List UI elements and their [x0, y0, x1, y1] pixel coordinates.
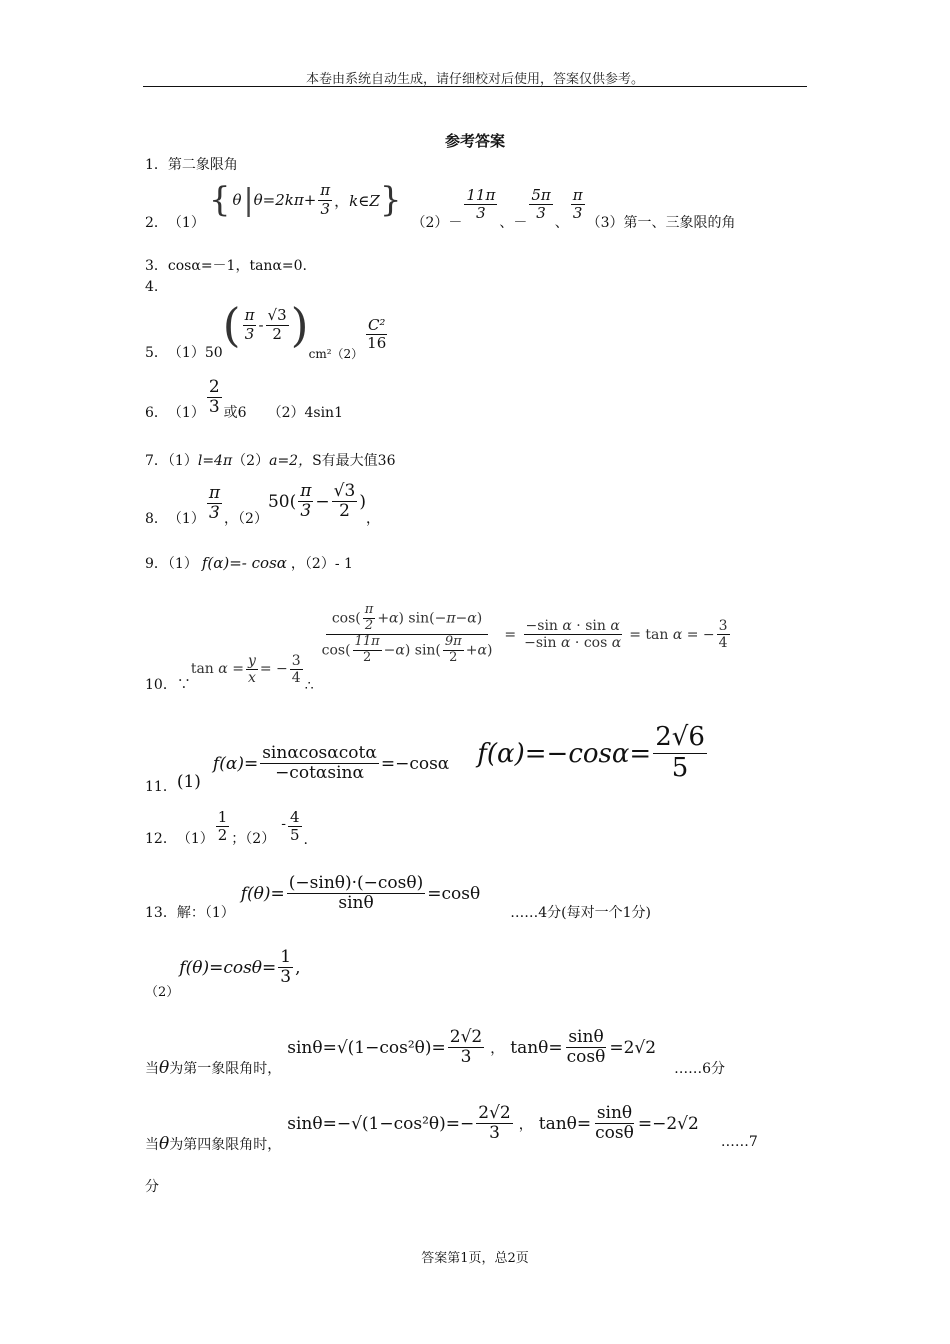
q3: 3．cosα=－1，tanα=0. [145, 258, 307, 274]
q5-unit: cm²（2） [308, 347, 364, 361]
q9-formula: f(α)=- cosα [201, 554, 287, 572]
page-header-note: 本卷由系统自动生成，请仔细校对后使用，答案仅供参考。 [305, 72, 644, 87]
q8-p2: ，（2） [224, 511, 268, 527]
q11-formula: f(α)= $\frac{\sin\alpha\cos\alpha\cot\alpha}{-\cot\alpha\sin\alpha}$ =−cosα [212, 742, 450, 784]
q11-number: 11． [145, 779, 177, 795]
q5-number: 5． [145, 345, 168, 361]
q13-case1 [145, 1020, 725, 1080]
q1-answer: 第二象限角 [167, 157, 238, 173]
set-frac: $\frac{\pi}{3}$ [320, 181, 331, 218]
case2-text: 为第四象限角时， [169, 1137, 282, 1153]
q8-ans2: 50( $\frac{\pi}{3}$ − $\frac{√3}{2}$ ) [267, 480, 366, 522]
page-title: 参考答案 [444, 132, 505, 150]
q2-set-expression [209, 180, 402, 220]
q7-number: 7． [145, 453, 168, 469]
q5 [145, 298, 390, 364]
q7-p2: （2） [232, 453, 270, 469]
q13-part2 [145, 944, 301, 1000]
q2-sep2: 、 [554, 215, 569, 231]
case1-sin: sinθ=√(1−cos²θ)= $\frac{2√2}{3}$ ， [287, 1026, 505, 1068]
q1 [145, 154, 238, 174]
q13-p2-formula: f(θ)=cosθ= $\frac{1}{3}$ , [179, 946, 301, 988]
q5-part1: （1）50 [167, 345, 223, 361]
q11 [145, 722, 709, 798]
q10-number: 10．∵ [145, 677, 191, 693]
q9-number: 9． [145, 556, 168, 572]
q2-ans-a: $\frac{11\pi}{3}$ [466, 185, 496, 222]
q6-part1: （1） [167, 405, 205, 421]
q10 [145, 602, 732, 696]
case1-tan: tanθ= $\frac{\sin\theta}{\cos\theta}$ =2√2 [510, 1026, 657, 1068]
set-domain: ，k∈Z [334, 191, 380, 210]
q2 [145, 178, 736, 234]
q13-score3: ……7 [720, 1134, 758, 1150]
q13-score2: ……6分 [674, 1061, 726, 1077]
q8 [145, 478, 380, 530]
q10-therefore: ∴ [304, 678, 314, 694]
q12-mid: ；（2） [231, 831, 276, 847]
q10-derivation: cos( $\frac{\pi}{2}$ +α) sin(−π−α) cos( $\frac{11\pi}{2}$ −α) sin( $\frac{9\pi}{2}$ +α) = $\frac{\text{−sin α · sin α}}{\text{−sin α · cos α}}$ = tan α = − $\frac{3}{4}$ [321, 602, 728, 666]
q11-label: (1) [176, 772, 201, 792]
q4: 4. [145, 279, 159, 295]
q13-part1 [145, 868, 651, 924]
left-brace: { [208, 180, 231, 220]
q13-formula: f(θ)= $\frac{(-\sin\theta)\cdot(-\cos\theta)}{\sin\theta}$ =cosθ [240, 872, 481, 914]
q2-part3: （3）第一、三象限的角 [586, 215, 736, 231]
right-brace: } [379, 180, 402, 220]
q6-number: 6． [145, 405, 168, 421]
case2-dang: 当 [145, 1137, 159, 1153]
q1-number: 1． [145, 157, 168, 173]
case1-text: 为第一象限角时， [169, 1061, 282, 1077]
q5-ans2: $\frac{\text{C²}}{16}$ [367, 315, 387, 352]
q13-p2-label: （2） [145, 985, 180, 1000]
q5-bracket-expr: ( $\frac{\pi}{3}$ - $\frac{√3}{2}$ ) [222, 298, 309, 352]
q7-a: a=2， [269, 453, 313, 469]
case2-sin: sinθ=−√(1−cos²θ)=− $\frac{2√2}{3}$ ， [287, 1102, 533, 1144]
q12-p1: （1） [176, 831, 214, 847]
q13-score3-unit: 分 [145, 1179, 159, 1195]
q6-frac: $\frac{2}{3}$ [208, 376, 220, 418]
q9 [145, 553, 353, 573]
set-bar: | [243, 182, 254, 218]
q12-ans2: $\frac{4}{5}$ [289, 807, 300, 844]
q11-result: f(α)=−cosα= $\frac{2√6}{5}$ [477, 722, 705, 784]
q2-part2-label: （2）－ [411, 215, 463, 231]
q2-sep1: 、－ [499, 215, 528, 231]
q10-given: tan α = $\frac{y}{x}$ = − $\frac{3}{4}$ [190, 652, 301, 686]
q12-end: . [303, 832, 308, 848]
q8-end: ， [365, 511, 380, 527]
q7-s: S有最大值36 [312, 453, 396, 469]
q9-p1: （1） [167, 556, 198, 572]
q12-ans1: $\frac{1}{2}$ [217, 807, 228, 844]
q2-part1-label: （1） [167, 215, 205, 231]
q6-rest: 或6 （2）4sin1 [223, 405, 343, 421]
q2-ans-c: $\frac{\pi}{3}$ [572, 185, 583, 222]
header-rule [143, 86, 807, 87]
q7 [145, 450, 395, 470]
q7-arc-length: l=4π [197, 453, 233, 469]
page-footer: 答案第1页，总2页 [421, 1251, 529, 1266]
case1-dang: 当 [145, 1061, 159, 1077]
q13-number: 13．解：（1） [145, 905, 235, 921]
case1-theta: θ [159, 1058, 170, 1078]
q12-number: 12． [145, 831, 177, 847]
set-condition: θ=2kπ+ [253, 191, 317, 209]
q2-ans-b: $\frac{5\pi}{3}$ [531, 185, 551, 222]
q13-case2 [145, 1096, 758, 1156]
q8-p1: （1） [167, 511, 205, 527]
q12 [145, 798, 308, 850]
q8-ans1: $\frac{\pi}{3}$ [208, 482, 221, 524]
q12-sign: - [281, 816, 286, 832]
set-var: θ [232, 191, 242, 209]
q9-p2: ，（2）- 1 [290, 556, 353, 572]
case2-tan: tanθ= $\frac{\sin\theta}{\cos\theta}$ =−2√2 [538, 1102, 699, 1144]
case2-theta: θ [159, 1134, 170, 1154]
q2-number: 2． [145, 215, 168, 231]
q8-number: 8． [145, 511, 168, 527]
q6 [145, 372, 343, 424]
q7-p1: （1） [167, 453, 198, 469]
q13-score1: ……4分(每对一个1分) [510, 905, 651, 921]
